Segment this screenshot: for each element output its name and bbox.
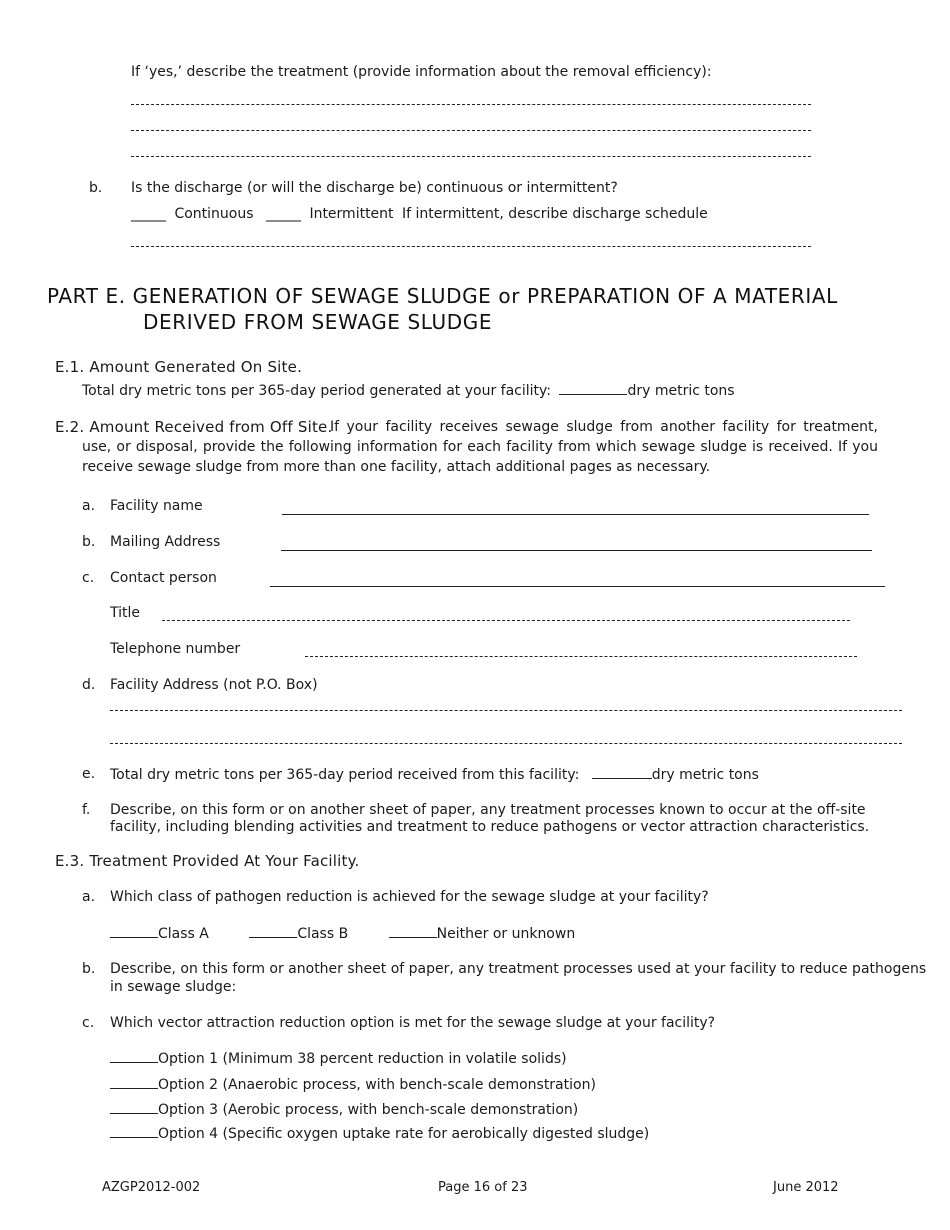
contact-person-field[interactable] <box>270 586 885 587</box>
part-e-heading-line1: PART E. GENERATION OF SEWAGE SLUDGE or PREPARATION OF A MATERIAL <box>47 284 838 308</box>
e3-b-text-2: in sewage sludge: <box>110 979 237 995</box>
e1-tons-blank[interactable] <box>559 382 627 395</box>
pathogen-class-options <box>110 925 575 942</box>
contact-person-label: Contact person <box>110 570 217 586</box>
received-tons-blank[interactable] <box>592 766 652 779</box>
option-1-blank[interactable] <box>110 1050 158 1063</box>
discharge-options <box>131 206 708 222</box>
facility-name-label: Facility name <box>110 498 203 514</box>
footer-date: June 2012 <box>773 1180 839 1195</box>
option-4-label: Option 4 (Specific oxygen uptake rate for aerobically digested sludge) <box>158 1126 650 1142</box>
class-a-label: Class A <box>158 926 209 942</box>
schedule-prompt: If intermittent, describe discharge schedule <box>402 206 708 222</box>
e3-title: E.3. Treatment Provided At Your Facility. <box>55 852 360 870</box>
item-f-text-2: facility, including blending activities and treatment to reduce pathogens or vector attraction characteristics. <box>110 819 870 835</box>
facility-address-label: Facility Address (not P.O. Box) <box>110 677 318 693</box>
e1-row <box>82 382 735 399</box>
telephone-label: Telephone number <box>110 641 241 657</box>
item-e-letter: e. <box>82 766 96 782</box>
class-a-blank[interactable] <box>110 925 158 938</box>
received-tons-label: Total dry metric tons per 365-day period received from this facility: <box>110 767 580 783</box>
option-2-row <box>110 1076 596 1093</box>
e3-a-letter: a. <box>82 889 96 905</box>
part-e-heading-line2: DERIVED FROM SEWAGE SLUDGE <box>143 310 493 334</box>
received-tons-row <box>110 766 759 783</box>
footer-doc-id: AZGP2012-002 <box>102 1180 201 1195</box>
neither-label: Neither or unknown <box>436 926 576 942</box>
item-c-letter: c. <box>82 570 95 586</box>
option-2-label: Option 2 (Anaerobic process, with bench-scale demonstration) <box>158 1077 596 1093</box>
e3-c-letter: c. <box>82 1015 95 1031</box>
item-d-letter: d. <box>82 677 96 693</box>
option-4-row <box>110 1125 649 1142</box>
item-f-text-1: Describe, on this form or on another sheet of paper, any treatment processes known to occur at the off-site <box>110 802 866 818</box>
mailing-address-field[interactable] <box>281 550 872 551</box>
telephone-field[interactable] <box>305 656 857 657</box>
discharge-question: Is the discharge (or will the discharge be) continuous or intermittent? <box>131 180 618 196</box>
schedule-line[interactable] <box>131 246 811 247</box>
received-tons-unit: dry metric tons <box>651 767 759 783</box>
e2-title: E.2. Amount Received from Off Site. <box>55 418 333 436</box>
item-a-letter: a. <box>82 498 96 514</box>
e1-text: Total dry metric tons per 365-day period generated at your facility: <box>82 383 552 399</box>
option-3-blank[interactable] <box>110 1101 158 1114</box>
item-b-letter: b. <box>89 180 103 196</box>
option-4-blank[interactable] <box>110 1125 158 1138</box>
option-3-row <box>110 1101 578 1118</box>
e2-text: If your facility receives sewage sludge from another facility for treatment, use, or disposal, provide the following information for each facility from which sewage sludge is received. If you receive sewage sludge from more than one facility, attach additional pages as necessary. <box>82 419 878 475</box>
e3-b-letter: b. <box>82 961 96 977</box>
continuous-blank[interactable]: _____ <box>131 206 166 222</box>
facility-address-line-1[interactable] <box>110 710 902 711</box>
treatment-line-2[interactable] <box>131 130 811 131</box>
e1-unit: dry metric tons <box>627 383 735 399</box>
mailing-address-label: Mailing Address <box>110 534 221 550</box>
continuous-label: Continuous <box>174 206 254 222</box>
title-label: Title <box>110 605 141 621</box>
intermittent-blank[interactable]: _____ <box>265 206 301 222</box>
item-b2-letter: b. <box>82 534 96 550</box>
class-b-blank[interactable] <box>249 925 297 938</box>
pathogen-question: Which class of pathogen reduction is achieved for the sewage sludge at your facility? <box>110 889 709 905</box>
option-1-row <box>110 1050 567 1067</box>
facility-address-line-2[interactable] <box>110 743 902 744</box>
facility-name-field[interactable] <box>282 514 869 515</box>
item-f-letter: f. <box>82 802 91 818</box>
neither-blank[interactable] <box>389 925 437 938</box>
title-field[interactable] <box>162 620 850 621</box>
option-1-label: Option 1 (Minimum 38 percent reduction in volatile solids) <box>158 1051 567 1067</box>
class-b-label: Class B <box>297 926 349 942</box>
option-2-blank[interactable] <box>110 1076 158 1089</box>
e1-title: E.1. Amount Generated On Site. <box>55 358 303 376</box>
treatment-line-1[interactable] <box>131 104 811 105</box>
intermittent-label: Intermittent <box>309 206 394 222</box>
treatment-line-3[interactable] <box>131 156 811 157</box>
option-3-label: Option 3 (Aerobic process, with bench-scale demonstration) <box>158 1102 579 1118</box>
e3-b-text-1: Describe, on this form or another sheet of paper, any treatment processes used at your facility to reduce pathogens <box>110 961 927 977</box>
vector-question: Which vector attraction reduction option is met for the sewage sludge at your facility? <box>110 1015 716 1031</box>
footer-page: Page 16 of 23 <box>438 1180 528 1195</box>
treatment-prompt: If ‘yes,’ describe the treatment (provide information about the removal efficiency): <box>131 64 712 80</box>
